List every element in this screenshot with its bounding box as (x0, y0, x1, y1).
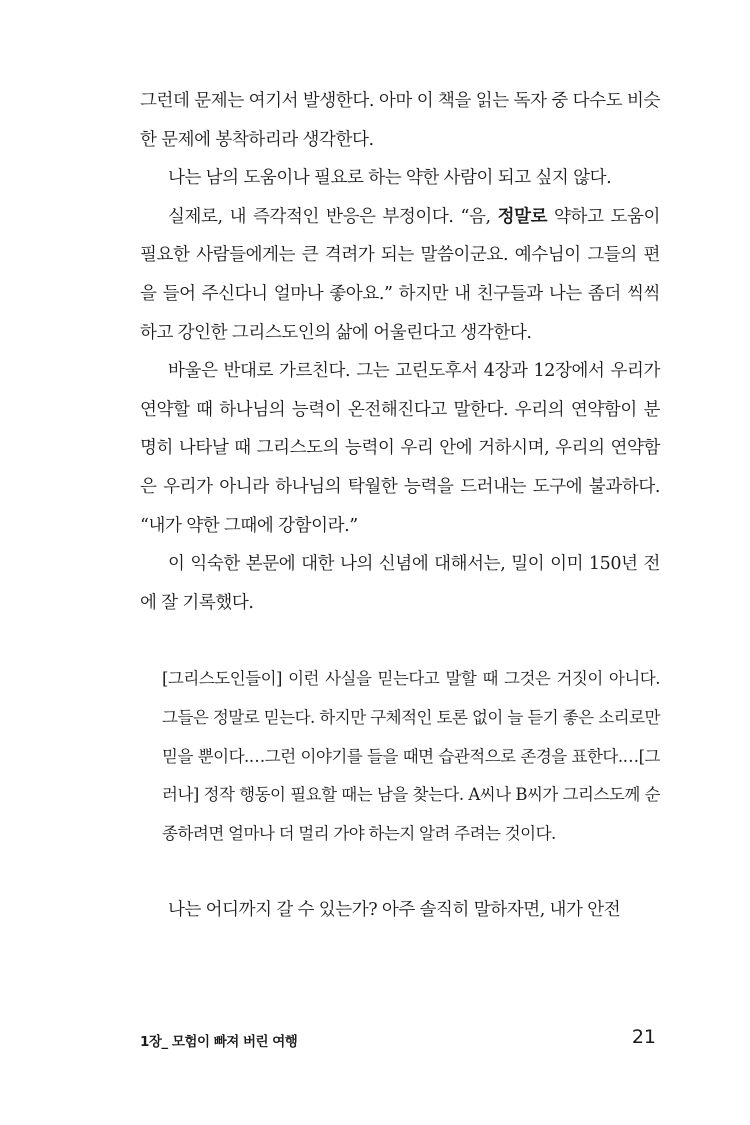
paragraph-3-rest: 약하고 도움이 필요한 사람들에게는 큰 격려가 되는 말씀이군요. 예수님이 그들의 편을 들어 주신다니 얼마나 좋아요.” 하지만 내 친구들과 나는 좀더 씩씩하고 강인한 그리스도인의 삶에 어울린다고 생각한다. (140, 206, 661, 343)
emphasis-text: 정말로 (497, 206, 548, 227)
paragraph-6: 나는 어디까지 갈 수 있는가? 아주 솔직히 말하자면, 내가 안전 (168, 900, 621, 921)
paragraph-2: 나는 남의 도움이나 필요로 하는 약한 사람이 되고 싶지 않다. (168, 168, 612, 189)
page-footer (140, 1026, 660, 1050)
paragraph-5: 이 익숙한 본문에 대한 나의 신념에 대해서는, 밀이 이미 150년 전에 잘 기록했다. (140, 554, 660, 613)
page-number: 21 (631, 1026, 656, 1048)
running-title: 1장_ 모험이 빠져 버린 여행 (140, 1034, 298, 1050)
paragraph-3 (140, 198, 660, 352)
block-quote (162, 660, 660, 853)
paragraph-3-start: 실제로, 내 즉각적인 반응은 부정이다. “음, (168, 206, 498, 227)
paragraph-4: 바울은 반대로 가르친다. 그는 고린도후서 4장과 12장에서 우리가 연약할 때 하나님의 능력이 온전해진다고 말한다. 우리의 연약함이 분명히 나타날 때 그리스도의 능력이 우리 안에 거하시며, 우리의 연약함은 우리가 아니라 하나님의 탁월한 능력을 드러내는 도구에 불과하다. “내가 약한 그때에 강함이라.” (140, 361, 660, 536)
block-quote-text: [그리스도인들이] 이런 사실을 믿는다고 말할 때 그것은 거짓이 아니다. 그들은 정말로 믿는다. 하지만 구체적인 토론 없이 늘 듣기 좋은 소리로만 믿을 뿐이다.…그런 이야기를 들을 때면 습관적으로 존경을 표한다.…[그러나] 정작 행동이 필요할 때는 남을 찾는다. A씨나 B씨가 그리스도께 순종하려면 얼마나 더 멀리 가야 하는지 알려 주려는 것이다. (162, 669, 660, 843)
paragraph-1: 그런데 문제는 여기서 발생한다. 아마 이 책을 읽는 독자 중 다수도 비슷한 문제에 봉착하리라 생각한다. (140, 91, 660, 150)
page-body (140, 82, 660, 930)
